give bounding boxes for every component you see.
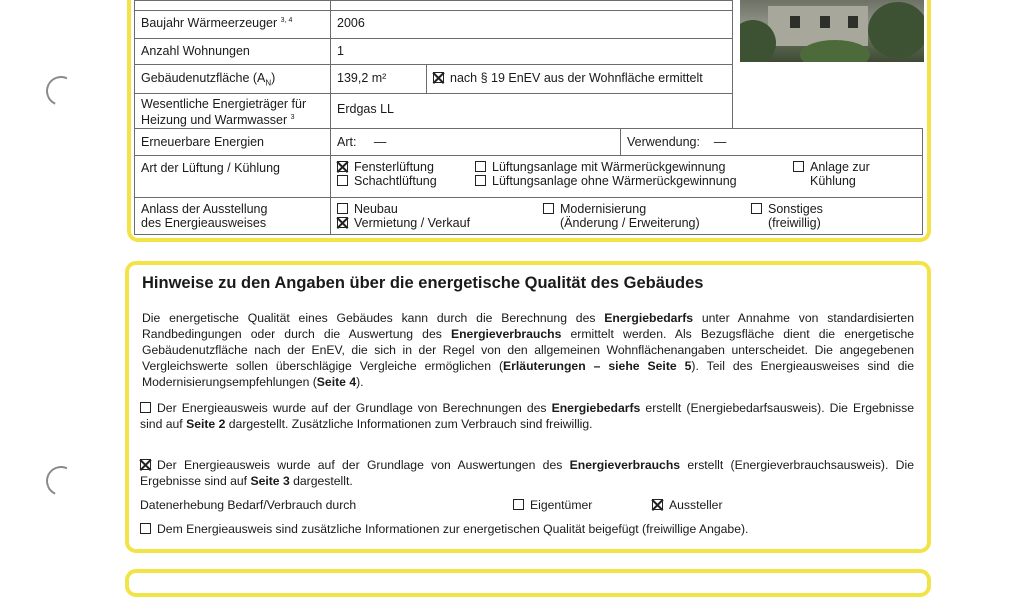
table-row: Art der Lüftung / Kühlung Fensterlüftung Schachtlüftung Lüftungsanlage mit Wärmerückgewinnung Lüftungsanlage ohne Wärmerückgewinnung Anlage zur Kühlung <box>135 156 923 198</box>
vermietung-checkbox[interactable] <box>337 217 348 228</box>
datenerhebung-label: Datenerhebung Bedarf/Verbrauch durch <box>140 498 357 512</box>
flaeche-label: Gebäudenutzfläche (A <box>141 71 266 85</box>
modernisierung-checkbox[interactable] <box>543 203 554 214</box>
energietraeger-value: Erdgas LL <box>331 94 733 129</box>
eigentuemer-option: Eigentümer <box>513 498 592 512</box>
aussteller-checkbox[interactable] <box>652 499 663 510</box>
neubau-checkbox[interactable] <box>337 203 348 214</box>
table-row: Baujahr Wärmeerzeuger $^{3, 4}$ 2006 <box>135 11 923 39</box>
notes-title: Hinweise zu den Angaben über die energetische Qualität des Gebäudes <box>142 274 704 292</box>
erneuerbar-label: Erneuerbare Energien <box>135 129 331 156</box>
table-row: Wesentliche Energieträger für Heizung und Warmwasser $^3$ Erdgas LL <box>135 94 923 129</box>
baujahr-label: Baujahr Wärmeerzeuger <box>141 16 278 30</box>
baujahr-value: 2006 <box>331 11 733 39</box>
bedarfsausweis-checkbox[interactable] <box>140 402 151 413</box>
option-verbrauchsausweis: Der Energieausweis wurde auf der Grundlage von Auswertungen des Energieverbrauchs erstellt (Energieverbrauchsausweis). Die Ergebnisse sind auf Seite 3 dargestellt. <box>140 458 914 488</box>
sonstiges-checkbox[interactable] <box>751 203 762 214</box>
eigentuemer-checkbox[interactable] <box>513 499 524 510</box>
next-panel <box>125 569 931 597</box>
punch-hole-bottom <box>42 462 80 500</box>
verbrauchsausweis-checkbox[interactable] <box>140 459 151 470</box>
option-bedarfsausweis: Der Energieausweis wurde auf der Grundlage von Berechnungen des Energiebedarfs erstellt (Energiebedarfsausweis). Die Ergebnisse sind auf Seite 2 dargestellt. Zusätzliche Informationen zum Verbrauch sind freiwillig. <box>140 401 914 431</box>
lueftung-label: Art der Lüftung / Kühlung <box>135 156 331 198</box>
lueftung-mit-wrg-checkbox[interactable] <box>475 161 486 172</box>
flaeche-checkbox[interactable] <box>433 72 444 83</box>
notes-paragraph: Die energetische Qualität eines Gebäudes kann durch die Berechnung des Energiebedarfs unter Annahme von standardisierten Randbedingungen oder durch die Auswertung des Energieverbrauchs ermittelt werden. Als Bezugsfläche dient die energetische Gebäudenutzfläche nach der EnEV, die sich in der Regel von den allgemeinen Wohnflächenangaben unterscheidet. Die angegebenen Vergleichswerte sollen überschlägige Vergleiche ermöglichen (Erläuterungen – siehe Seite 5). Teil des Energieausweises sind die Modernisierungsempfehlungen (Seite 4). <box>142 311 915 389</box>
table-row <box>135 1 923 11</box>
wohnungen-label: Anzahl Wohnungen <box>135 39 331 65</box>
table-row: Anlass der Ausstellung des Energieausweises Neubau Vermietung / Verkauf Modernisierung (Änderung / Erweiterung) Sonstiges (freiwillig) <box>135 198 923 235</box>
wohnungen-value: 1 <box>331 39 733 65</box>
fensterlueftung-checkbox[interactable] <box>337 161 348 172</box>
lueftung-ohne-wrg-checkbox[interactable] <box>475 175 486 186</box>
punch-hole-top <box>42 72 80 110</box>
table-row: Gebäudenutzfläche $(A_N)$ 139,2 m² nach § 19 EnEV aus der Wohnfläche ermittelt <box>135 65 923 94</box>
flaeche-value: 139,2 m² <box>331 65 427 94</box>
building-data-table <box>134 0 923 235</box>
kuehlung-checkbox[interactable] <box>793 161 804 172</box>
aussteller-option: Aussteller <box>652 498 723 512</box>
table-row: Erneuerbare Energien Art: — Verwendung: — <box>135 129 923 156</box>
schachtlueftung-checkbox[interactable] <box>337 175 348 186</box>
table-row <box>135 39 923 65</box>
zusatz-checkbox[interactable] <box>140 523 151 534</box>
zusatz-option: Dem Energieausweis sind zusätzliche Informationen zur energetischen Qualität beigefügt (freiwillige Angabe). <box>140 522 748 536</box>
